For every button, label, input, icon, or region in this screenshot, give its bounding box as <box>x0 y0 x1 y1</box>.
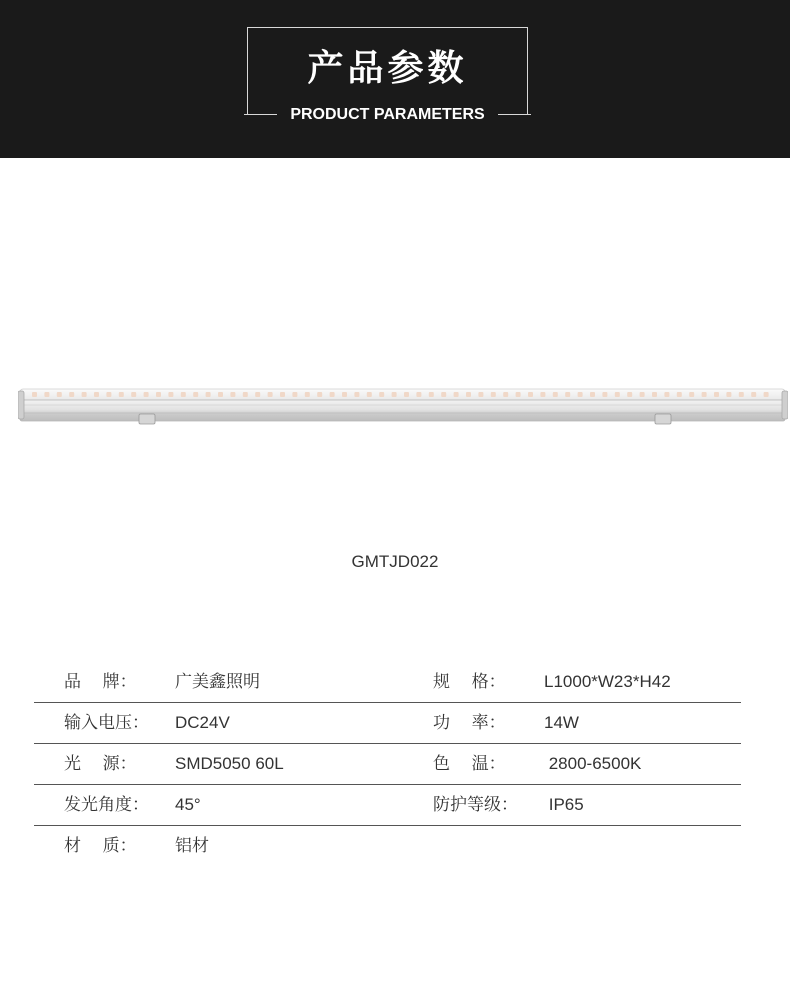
led-chip <box>553 392 558 397</box>
led-chip <box>565 392 570 397</box>
spec-row <box>34 703 741 744</box>
led-chip <box>466 392 471 397</box>
led-chip <box>392 392 397 397</box>
spec-row <box>34 785 741 826</box>
led-chip <box>317 392 322 397</box>
led-chip <box>602 392 607 397</box>
led-chip <box>206 392 211 397</box>
led-chip <box>404 392 409 397</box>
spec-table <box>34 662 741 866</box>
led-chip <box>305 392 310 397</box>
spec-label: 发光角度： <box>64 795 149 815</box>
led-chip <box>764 392 769 397</box>
led-chip <box>44 392 49 397</box>
led-chip <box>677 392 682 397</box>
spec-label: 输入电压： <box>64 713 149 733</box>
spec-row <box>34 826 741 866</box>
led-chip <box>144 392 149 397</box>
led-chip <box>751 392 756 397</box>
led-chip <box>652 392 657 397</box>
led-chip <box>726 392 731 397</box>
spec-row <box>34 662 741 703</box>
led-chip <box>82 392 87 397</box>
spec-value: 铝材 <box>175 836 209 855</box>
led-chip <box>69 392 74 397</box>
led-chip <box>503 392 508 397</box>
spec-value: L1000*W23*H42 <box>544 672 671 691</box>
led-chip <box>106 392 111 397</box>
led-chip <box>441 392 446 397</box>
led-chip <box>342 392 347 397</box>
spec-value: 广美鑫照明 <box>175 672 260 691</box>
led-chip <box>528 392 533 397</box>
led-chip <box>354 392 359 397</box>
led-chip <box>689 392 694 397</box>
led-chip <box>156 392 161 397</box>
led-wall-washer-bar-image <box>18 385 788 430</box>
spec-label: 材 质： <box>64 836 137 856</box>
subtitle-rule-right <box>498 114 531 115</box>
led-chip <box>119 392 124 397</box>
led-chip <box>615 392 620 397</box>
spec-label: 规 格： <box>433 672 506 692</box>
subtitle-rule-left <box>244 114 277 115</box>
led-chip <box>416 392 421 397</box>
led-chip <box>330 392 335 397</box>
led-chip <box>168 392 173 397</box>
led-chip <box>454 392 459 397</box>
led-chip <box>478 392 483 397</box>
led-chip <box>702 392 707 397</box>
header-banner <box>0 0 790 158</box>
led-chip <box>664 392 669 397</box>
led-chip <box>57 392 62 397</box>
led-chip <box>714 392 719 397</box>
led-chip <box>491 392 496 397</box>
led-chip <box>230 392 235 397</box>
led-chip <box>590 392 595 397</box>
led-chip <box>292 392 297 397</box>
spec-label: 防护等级： <box>433 795 518 815</box>
led-chip <box>627 392 632 397</box>
led-chip <box>32 392 37 397</box>
spec-label: 功 率： <box>433 713 506 733</box>
spec-label: 品 牌： <box>64 672 137 692</box>
spec-label: 色 温： <box>433 754 506 774</box>
led-chip <box>218 392 223 397</box>
product-model-label: GMTJD022 <box>351 552 439 571</box>
led-chip <box>243 392 248 397</box>
led-chip <box>640 392 645 397</box>
spec-value: 14W <box>544 713 579 732</box>
page-title: 产品参数 <box>307 48 468 89</box>
led-chip <box>429 392 434 397</box>
spec-value: SMD5050 60L <box>175 754 284 773</box>
led-chip <box>367 392 372 397</box>
led-chip <box>268 392 273 397</box>
led-chip <box>578 392 583 397</box>
led-chip <box>255 392 260 397</box>
spec-value: DC24V <box>175 713 230 732</box>
spec-value: 2800-6500K <box>544 754 642 773</box>
led-chip <box>181 392 186 397</box>
spec-value: IP65 <box>544 795 584 814</box>
page-subtitle: PRODUCT PARAMETERS <box>290 106 485 123</box>
led-chip <box>280 392 285 397</box>
led-chip <box>516 392 521 397</box>
spec-value: 45° <box>175 795 201 814</box>
spec-label: 光 源： <box>64 754 137 774</box>
led-chip <box>131 392 136 397</box>
subtitle-row <box>247 104 528 126</box>
led-chip <box>379 392 384 397</box>
led-chip <box>739 392 744 397</box>
led-chip <box>94 392 99 397</box>
led-chip <box>193 392 198 397</box>
led-chip <box>540 392 545 397</box>
spec-row <box>34 744 741 785</box>
